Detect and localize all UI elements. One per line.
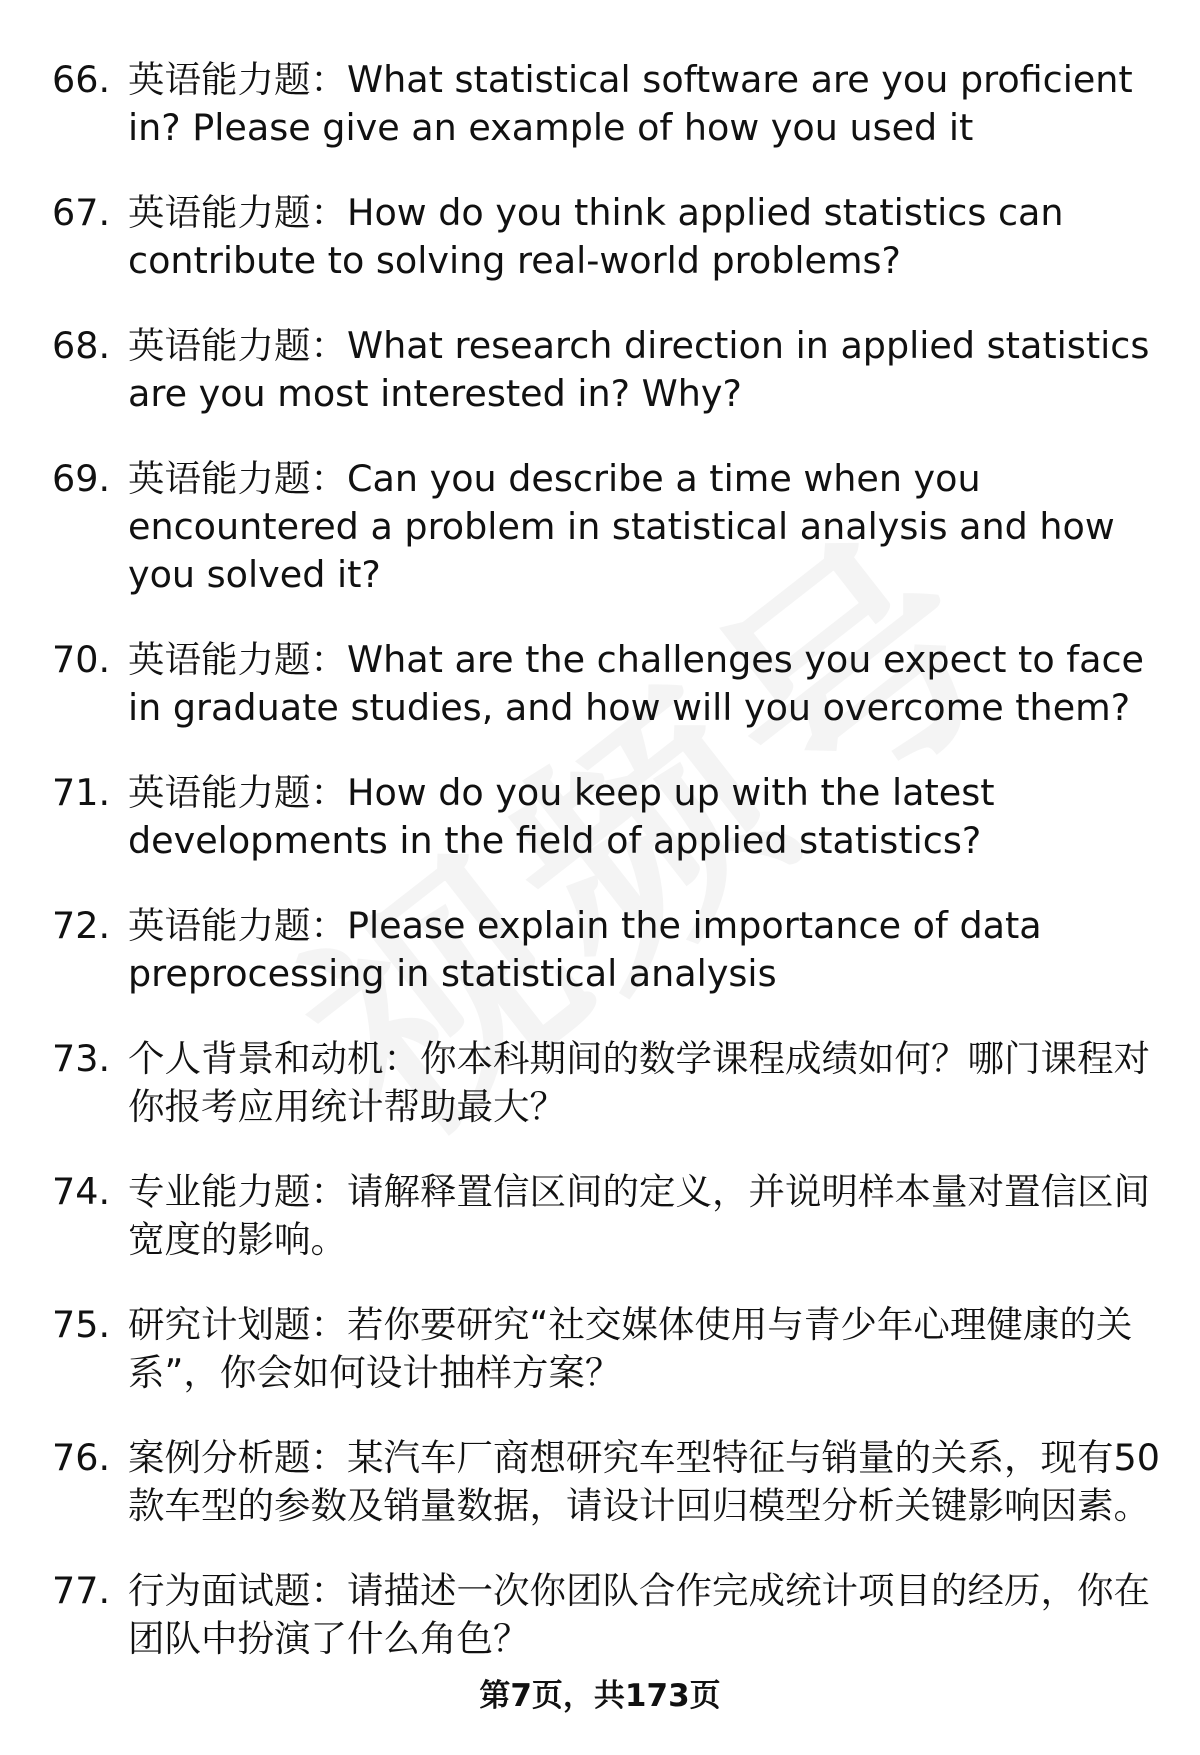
question-item-67 <box>52 189 1162 285</box>
question-text: 英语能力题：What are the challenges you expect to face in graduate studies, and how will you overcome them? <box>128 638 1144 729</box>
question-item-73 <box>52 1035 1162 1131</box>
question-number: 75. <box>52 1303 111 1346</box>
question-text: 英语能力题：Can you describe a time when you encountered a problem in statistical analysis and how you solved it? <box>128 457 1115 596</box>
question-text: 英语能力题：How do you think applied statistics can contribute to solving real-world problems? <box>128 191 1064 282</box>
question-text: 案例分析题：某汽车厂商想研究车型特征与销量的关系，现有50款车型的参数及销量数据，请设计回归模型分析关键影响因素。 <box>128 1436 1160 1527</box>
question-number: 71. <box>52 771 111 814</box>
question-number: 72. <box>52 904 111 947</box>
question-item-77 <box>52 1567 1162 1663</box>
question-text: 研究计划题：若你要研究“社交媒体使用与青少年心理健康的关系”，你会如何设计抽样方案？ <box>128 1303 1133 1394</box>
question-item-71 <box>52 769 1162 865</box>
question-list <box>52 56 1162 1700</box>
page-footer: 第7页，共173页 <box>479 1678 721 1714</box>
question-item-75 <box>52 1301 1162 1397</box>
question-item-69 <box>52 455 1162 599</box>
question-number: 70. <box>52 638 111 681</box>
question-item-66 <box>52 56 1162 152</box>
question-text: 英语能力题：What statistical software are you proficient in? Please give an example of how you used it <box>128 58 1133 149</box>
question-number: 68. <box>52 324 111 367</box>
question-text: 行为面试题：请描述一次你团队合作完成统计项目的经历，你在团队中扮演了什么角色？ <box>128 1569 1150 1660</box>
question-number: 77. <box>52 1569 111 1612</box>
question-text: 专业能力题：请解释置信区间的定义，并说明样本量对置信区间宽度的影响。 <box>128 1170 1150 1261</box>
question-number: 69. <box>52 457 111 500</box>
question-item-72 <box>52 902 1162 998</box>
question-text: 英语能力题：How do you keep up with the latest developments in the field of applied statistics? <box>128 771 995 862</box>
question-item-68 <box>52 322 1162 418</box>
question-number: 73. <box>52 1037 111 1080</box>
question-number: 67. <box>52 191 111 234</box>
question-number: 76. <box>52 1436 111 1479</box>
question-item-76 <box>52 1434 1162 1530</box>
question-text: 英语能力题：What research direction in applied statistics are you most interested in? Why? <box>128 324 1150 415</box>
question-text: 英语能力题：Please explain the importance of data preprocessing in statistical analysis <box>128 904 1042 995</box>
question-item-74 <box>52 1168 1162 1264</box>
question-number: 66. <box>52 58 111 101</box>
question-item-70 <box>52 636 1162 732</box>
question-number: 74. <box>52 1170 111 1213</box>
question-text: 个人背景和动机：你本科期间的数学课程成绩如何？哪门课程对你报考应用统计帮助最大？ <box>128 1037 1150 1128</box>
